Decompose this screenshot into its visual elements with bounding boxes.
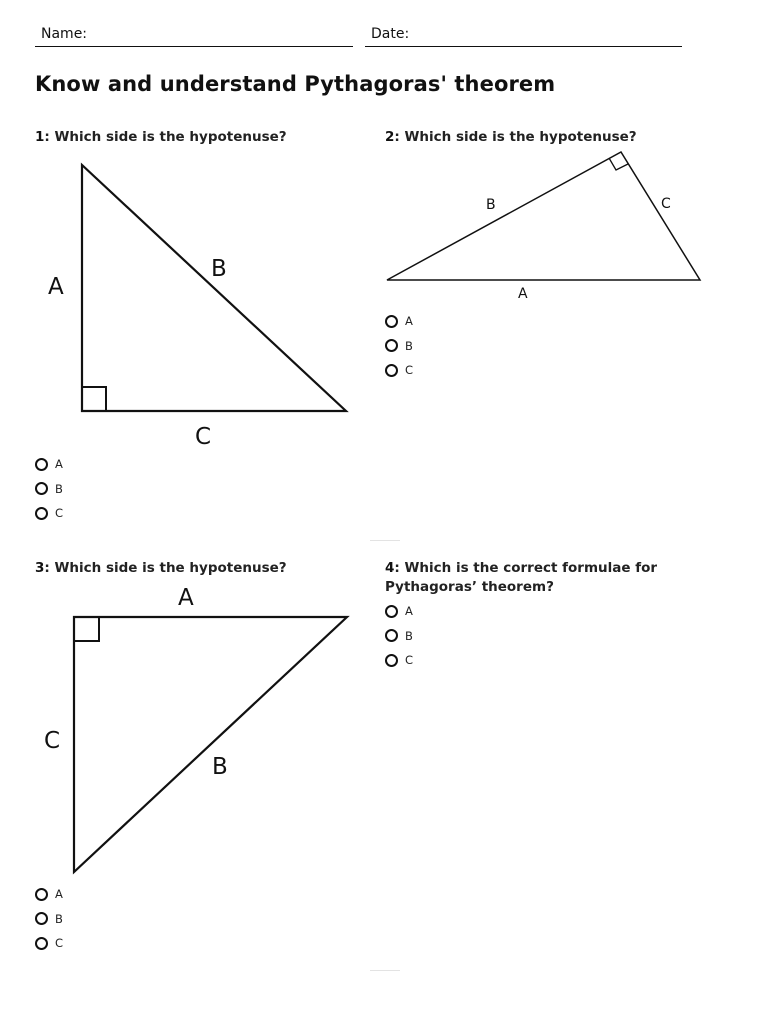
option-b[interactable]: B (35, 481, 63, 497)
triangle-1-label-a: A (48, 274, 64, 300)
question-number: 1 (35, 129, 45, 145)
triangle-3-label-a: A (178, 585, 194, 611)
date-label: Date: (371, 26, 410, 42)
option-a[interactable]: A (35, 456, 63, 472)
question-number: 2 (385, 129, 395, 145)
radio-icon[interactable] (385, 315, 398, 328)
question-number: 3 (35, 560, 45, 576)
radio-icon[interactable] (385, 629, 398, 642)
radio-icon[interactable] (385, 364, 398, 377)
option-c[interactable]: C (385, 362, 413, 378)
triangle-3-label-b: B (212, 754, 228, 780)
radio-icon[interactable] (35, 912, 48, 925)
triangle-1-label-c: C (195, 424, 212, 450)
right-angle-marker (82, 387, 106, 411)
section-divider (370, 970, 400, 971)
question-3 (35, 559, 287, 578)
question-text: : Which is the correct formulae for (394, 560, 658, 576)
question-2-options (385, 313, 413, 378)
question-text: : Which side is the hypotenuse? (44, 129, 287, 145)
triangle-2-label-b: B (486, 197, 496, 213)
option-c[interactable]: C (35, 505, 63, 521)
triangle-1-label-b: B (211, 256, 227, 282)
option-a[interactable]: A (385, 313, 413, 329)
option-c[interactable]: C (385, 652, 413, 668)
name-label: Name: (41, 26, 88, 42)
option-a[interactable]: A (385, 603, 413, 619)
right-angle-marker (74, 617, 99, 641)
question-3-options (35, 886, 63, 951)
radio-icon[interactable] (35, 458, 48, 471)
question-text: : Which side is the hypotenuse? (394, 129, 637, 145)
option-b[interactable]: B (385, 628, 413, 644)
radio-icon[interactable] (385, 605, 398, 618)
section-divider (370, 540, 400, 541)
triangle-3-shape (74, 617, 347, 872)
triangle-3 (44, 585, 347, 872)
option-c[interactable]: C (35, 935, 63, 951)
question-1-options (35, 456, 63, 521)
triangle-1-shape (82, 165, 346, 411)
triangle-2-shape (387, 152, 700, 280)
radio-icon[interactable] (35, 937, 48, 950)
triangle-3-label-c: C (44, 728, 61, 754)
question-4-options (385, 603, 413, 668)
option-b[interactable]: B (385, 338, 413, 354)
triangle-2-label-a: A (518, 286, 528, 302)
radio-icon[interactable] (35, 507, 48, 520)
triangle-2-label-c: C (661, 196, 671, 212)
radio-icon[interactable] (35, 482, 48, 495)
question-text-continued: Pythagoras’ theorem? (385, 579, 554, 595)
question-2 (385, 128, 637, 147)
question-text: : Which side is the hypotenuse? (44, 560, 287, 576)
radio-icon[interactable] (385, 654, 398, 667)
question-number: 4 (385, 560, 395, 576)
question-4 (385, 559, 657, 597)
page-title: Know and understand Pythagoras' theorem (35, 72, 556, 96)
option-b[interactable]: B (35, 911, 63, 927)
radio-icon[interactable] (35, 888, 48, 901)
option-a[interactable]: A (35, 886, 63, 902)
triangle-2 (387, 152, 700, 302)
radio-icon[interactable] (385, 339, 398, 352)
triangle-1 (48, 165, 346, 450)
